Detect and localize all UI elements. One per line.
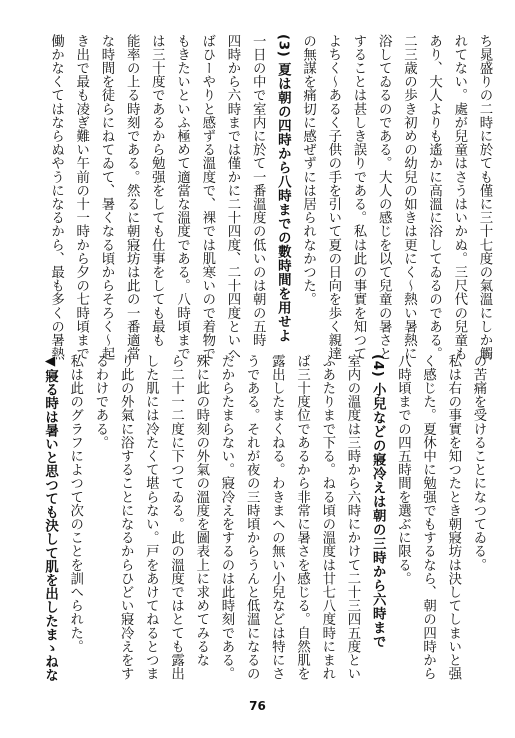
lower-text-block — [37, 354, 491, 682]
text-line: 能率の上る時刻である。然るに朝寢坊は此の一番適當 — [124, 34, 140, 361]
text-line: るわけである。 — [92, 354, 108, 450]
upper-text-block — [43, 34, 497, 361]
page-number: 76 — [249, 699, 266, 713]
text-line: することは甚しき誤りである。私は此の事實を知つて — [350, 34, 366, 361]
text-line: ふあたりまで下る。ねる頃の溫度は廿七八度時にまれ — [319, 354, 335, 681]
text-line: した肌には冷たくて堪らない。戸をあけてねるとつま — [143, 354, 159, 681]
text-line: もきたいといふ極めて適當な溫度である。八時頃まで — [174, 34, 190, 361]
text-line: 四時から六時までは僅かに二十四度、二十四度といへ — [224, 34, 240, 361]
text-line: ち晁盛りの二時に於ても僅に三十七度の氣溫にしか觸 — [477, 34, 492, 361]
text-line: うである。それが夜の三時頃からうんと低溫になるの — [244, 354, 260, 681]
text-line: 露出したまくねる。わきまへの無い小兒などは特にさ — [269, 354, 285, 681]
text-line: の無謀を痛切に感ぜずには居られなかつた。 — [300, 34, 316, 306]
text-line: 私は此のグラフによつて次のことを訓へられた。 — [67, 354, 83, 654]
text-line: 一日の中で室内に於て一番溫度の低いのは朝の五時 — [250, 34, 266, 347]
text-line: き出で最も凌ぎ難い午前の十一時から夕の七時頃まで — [73, 34, 89, 361]
text-line: な時間を徒らにねてゐて、暑くなる頃からそろく〜起 — [98, 34, 114, 361]
text-line: ばひーやりと感ずる溫度で、裸では肌寒いので着物で — [199, 34, 215, 361]
text-line: 働かなくてはならぬやうになるから、最も多くの暑熱 — [48, 34, 64, 361]
text-line: り此の外氣に浴することになるからひどい寢冷えをす — [118, 354, 134, 681]
text-line: 浴してゐるのである。大人の感じを以て兒童の暑さと — [376, 34, 392, 361]
text-line: だからたまらない。寢冷えをするのは此時刻である。 — [218, 354, 234, 681]
text-line: 八時頃までの四五時間を選ぶに限る。 — [395, 354, 411, 586]
text-line: 室内の溫度は三時から六時にかけて二十三四五度とい — [344, 354, 360, 681]
text-line: 殊に此の時刻の外氣の溫度を圖表上に求めてみるな — [193, 354, 209, 667]
section-heading: (3) 夏は朝の四時から八時までの數時間を用せよ — [275, 34, 291, 343]
text-line: は三十度であるから勉强をしても仕事をしても最も — [149, 34, 165, 347]
section-heading: (4) 小兒などの寢冷えは朝の三時から六時まで — [370, 354, 386, 649]
text-line: 私は右の事實を知つたとき朝寢坊は決してしまいと强 — [445, 354, 461, 681]
text-line: よちく〜あるく子供の手を引いて夏の日向を歩く親達 — [325, 34, 341, 361]
text-line: ◀寢る時は暑いと思つても決して肌を出したまゝねな — [42, 354, 58, 682]
text-line: く感じた。夏休中に勉强でもするなら、朝の四時から — [420, 354, 436, 681]
text-line: ら二十一二度に下つてゐる。此の溫度ではとても露出 — [168, 354, 184, 681]
text-line: ば三十度位であるから非常に暑さを感じる。自然肌を — [294, 354, 310, 681]
text-line: あり、大人よりも遙かに高溫に浴してゐるのである。 — [426, 34, 442, 361]
text-line: の苦痛を受けることになつてゐる。 — [471, 354, 486, 572]
text-line: れてない。處が兒童はさうはいかぬ。三尺代の兒童も — [451, 34, 467, 361]
text-line: 二三歳の歩き初めの幼兒の如きは更にく〜熱い暑熱に — [401, 34, 417, 361]
